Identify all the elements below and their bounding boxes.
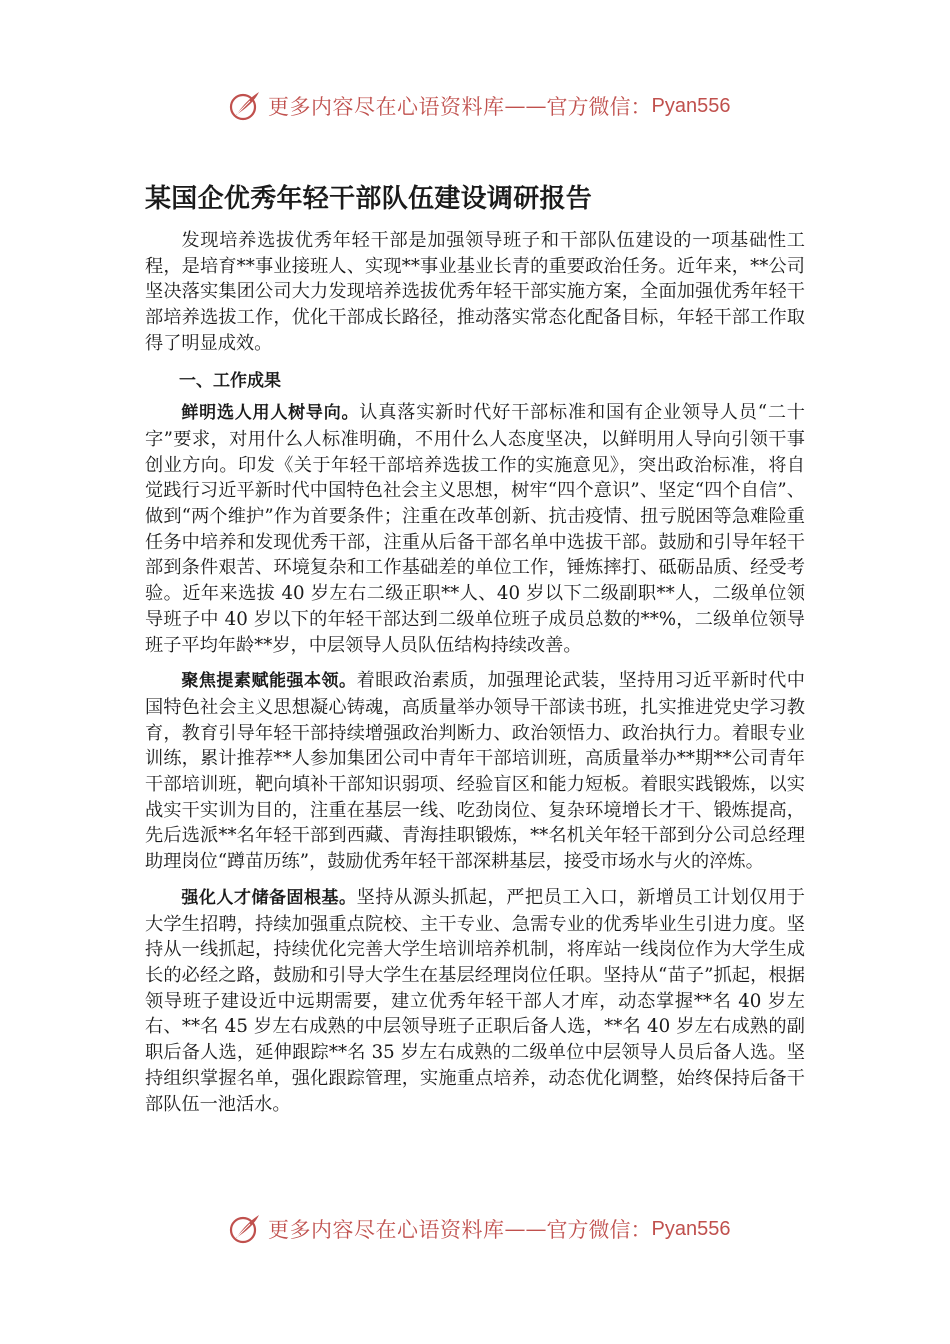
body-paragraph bbox=[145, 668, 805, 875]
paragraph-body: 认真落实新时代好干部标准和国有企业领导人员“二十字”要求，对用什么人标准明确，不用什么人态度坚决，以鲜明用人导向引领干事创业方向。印发《关于年轻干部培养选拔工作的实施意见》，突出政治标准，将自觉践行习近平新时代中国特色社会主义思想，树牢“四个意识”、坚定“四个自信”、做到“两个维护”作为首要条件；注重在改革创新、抗击疫情、扭亏脱困等急难险重任务中培养和发现优秀干部，注重从后备干部名单中选拔干部。鼓励和引导年轻干部到条件艰苦、环境复杂和工作基础差的单位工作，锤炼摔打、砥砺品质、经受考验。近年来选拔 40 岁左右二级正职**人、40 岁以下二级副职**人，二级单位领导班子中 40 岁以下的年轻干部达到二级单位班子成员总数的**%，二级单位领导班子平均年龄**岁，中层领导人员队伍结构持续改善。 bbox=[145, 402, 805, 656]
watermark-wechat-label: 官方微信： bbox=[546, 1218, 652, 1242]
watermark-wechat-label: 官方微信： bbox=[546, 95, 652, 119]
paragraph-body: 着眼政治素质，加强理论武装，坚持用习近平新时代中国特色社会主义思想凝心铸魂，高质量举办领导干部读书班，扎实推进党史学习教育，教育引导年轻干部持续增强政治判断力、政治领悟力、政治执行力。着眼专业训练，累计推荐**人参加集团公司中青年干部培训班，高质量举办**期**公司青年干部培训班，靶向填补干部知识弱项、经验盲区和能力短板。着眼实践锻炼，以实战实干实训为目的，注重在基层一线、吃劲岗位、复杂环境增长才干、锻炼提高，先后选派**名年轻干部到西藏、青海挂职锻炼，**名机关年轻干部到分公司总经理助理岗位“蹲苗历练”，鼓励优秀年轻干部深耕基层，接受市场水与火的淬炼。 bbox=[145, 670, 805, 873]
document-title: 某国企优秀年轻干部队伍建设调研报告 bbox=[145, 184, 593, 214]
quill-circle-icon bbox=[228, 1212, 262, 1246]
watermark-site-text: 更多内容尽在心语资料库 bbox=[268, 1218, 505, 1242]
document-body bbox=[145, 228, 805, 1117]
watermark-banner-top bbox=[228, 86, 730, 126]
watermark-site-text: 更多内容尽在心语资料库 bbox=[268, 95, 505, 119]
paragraph-lead: 强化人才储备固根基。 bbox=[181, 887, 357, 908]
watermark-wechat-id: Pyan556 bbox=[651, 1217, 731, 1240]
watermark-separator: —— bbox=[504, 1217, 547, 1241]
watermark-banner-bottom bbox=[228, 1209, 730, 1249]
section-heading: 一、工作成果 bbox=[179, 370, 281, 391]
body-paragraph bbox=[145, 400, 805, 658]
paragraph-lead: 鲜明选人用人树导向。 bbox=[181, 403, 360, 424]
quill-circle-icon bbox=[228, 89, 262, 123]
watermark-separator: —— bbox=[504, 94, 547, 118]
paragraph-body: 坚持从源头抓起，严把员工入口，新增员工计划仅用于大学生招聘，持续加强重点院校、主干专业、急需专业的优秀毕业生引进力度。坚持从一线抓起，持续优化完善大学生培训培养机制，将库站一线岗位作为大学生成长的必经之路，鼓励和引导大学生在基层经理岗位任职。坚持从“苗子”抓起，根据领导班子建设近中远期需要，建立优秀年轻干部人才库，动态掌握**名 40 岁左右、**名 45 岁左右成熟的中层领导班子正职后备人选，**名 40 岁左右成熟的副职后备人选，延伸跟踪**名 35 岁左右成熟的二级单位中层领导人员后备人选。坚持组织掌握名单，强化跟踪管理，实施重点培养，动态优化调整，始终保持后备干部队伍一池活水。 bbox=[145, 886, 805, 1115]
paragraph-lead: 聚焦提素赋能强本领。 bbox=[181, 671, 357, 692]
watermark-wechat-id: Pyan556 bbox=[651, 94, 731, 117]
body-paragraph bbox=[145, 885, 805, 1117]
intro-paragraph: 发现培养选拔优秀年轻干部是加强领导班子和干部队伍建设的一项基础性工程，是培育**事业接班人、实现**事业基业长青的重要政治任务。近年来，**公司坚决落实集团公司大力发现培养选拔优秀年轻干部实施方案，全面加强优秀年轻干部培养选拔工作，优化干部成长路径，推动落实常态化配备目标，年轻干部工作取得了明显成效。 bbox=[145, 230, 805, 354]
